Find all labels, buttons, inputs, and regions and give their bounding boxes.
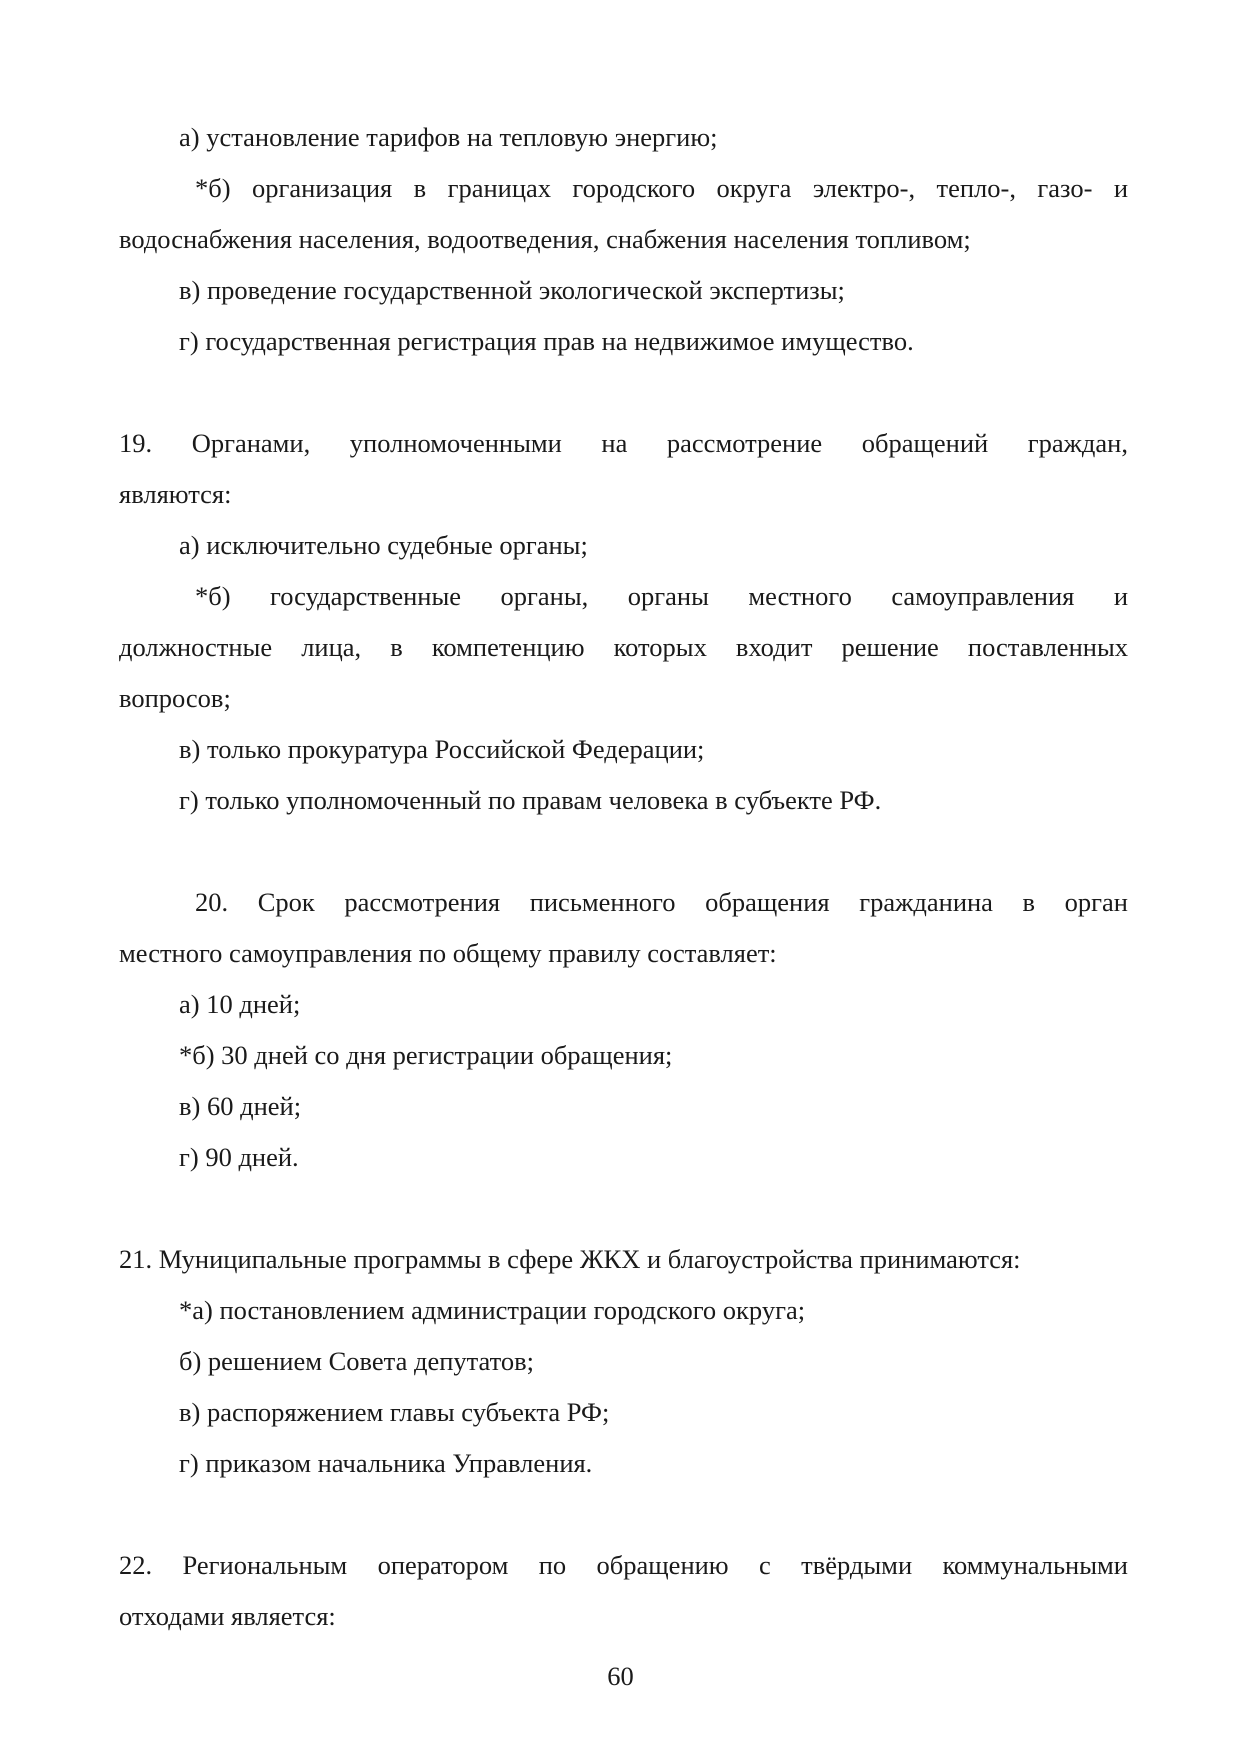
q22-question-line2: отходами является:	[119, 1601, 336, 1631]
document-page	[119, 112, 1128, 1642]
q18-option-d: г) государственная регистрация прав на недвижимое имущество.	[179, 326, 914, 356]
q18-option-a: а) установление тарифов на тепловую энергию;	[179, 122, 718, 152]
paragraph-gap	[119, 367, 1128, 418]
q19-question-line1: 19. Органами, уполномоченными на рассмотрение обращений граждан,	[119, 428, 1128, 458]
q21-question: 21. Муниципальные программы в сфере ЖКХ и благоустройства принимаются:	[119, 1244, 1021, 1274]
q21-option-a: *а) постановлением администрации городского округа;	[179, 1295, 806, 1325]
q19-option-b-line2: должностные лица, в компетенцию которых входит решение поставленных	[119, 632, 1128, 662]
q18-option-b-line2: водоснабжения населения, водоотведения, снабжения населения топливом;	[119, 224, 971, 254]
q19-option-b-line3: вопросов;	[119, 683, 231, 713]
question-19	[119, 418, 1128, 826]
question-20	[119, 877, 1128, 1183]
paragraph-gap	[119, 1489, 1128, 1540]
q20-option-d: г) 90 дней.	[179, 1142, 299, 1172]
q19-question-line2: являются:	[119, 479, 232, 509]
q22-question-line1: 22. Региональным оператором по обращению с твёрдыми коммунальными	[119, 1550, 1128, 1580]
question-18-options	[119, 112, 1128, 367]
paragraph-gap	[119, 1183, 1128, 1234]
q20-question-line1: 20. Срок рассмотрения письменного обращения гражданина в орган	[195, 887, 1128, 917]
q20-option-b: *б) 30 дней со дня регистрации обращения;	[179, 1040, 673, 1070]
q18-option-c: в) проведение государственной экологической экспертизы;	[179, 275, 845, 305]
q20-question-line2: местного самоуправления по общему правилу составляет:	[119, 938, 777, 968]
question-22	[119, 1540, 1128, 1642]
paragraph-gap	[119, 826, 1128, 877]
q19-option-a: а) исключительно судебные органы;	[179, 530, 588, 560]
q19-option-c: в) только прокуратура Российской Федерации;	[179, 734, 705, 764]
q21-option-b: б) решением Совета депутатов;	[179, 1346, 534, 1376]
q20-option-c: в) 60 дней;	[179, 1091, 302, 1121]
q21-option-c: в) распоряжением главы субъекта РФ;	[179, 1397, 610, 1427]
q19-option-d: г) только уполномоченный по правам человека в субъекте РФ.	[179, 785, 882, 815]
q21-option-d: г) приказом начальника Управления.	[179, 1448, 593, 1478]
question-21	[119, 1234, 1128, 1489]
q19-option-b-line1: *б) государственные органы, органы местного самоуправления и	[195, 581, 1128, 611]
page-number: 60	[607, 1661, 634, 1691]
q20-option-a: а) 10 дней;	[179, 989, 301, 1019]
q18-option-b-line1: *б) организация в границах городского округа электро-, тепло-, газо- и	[195, 173, 1128, 203]
